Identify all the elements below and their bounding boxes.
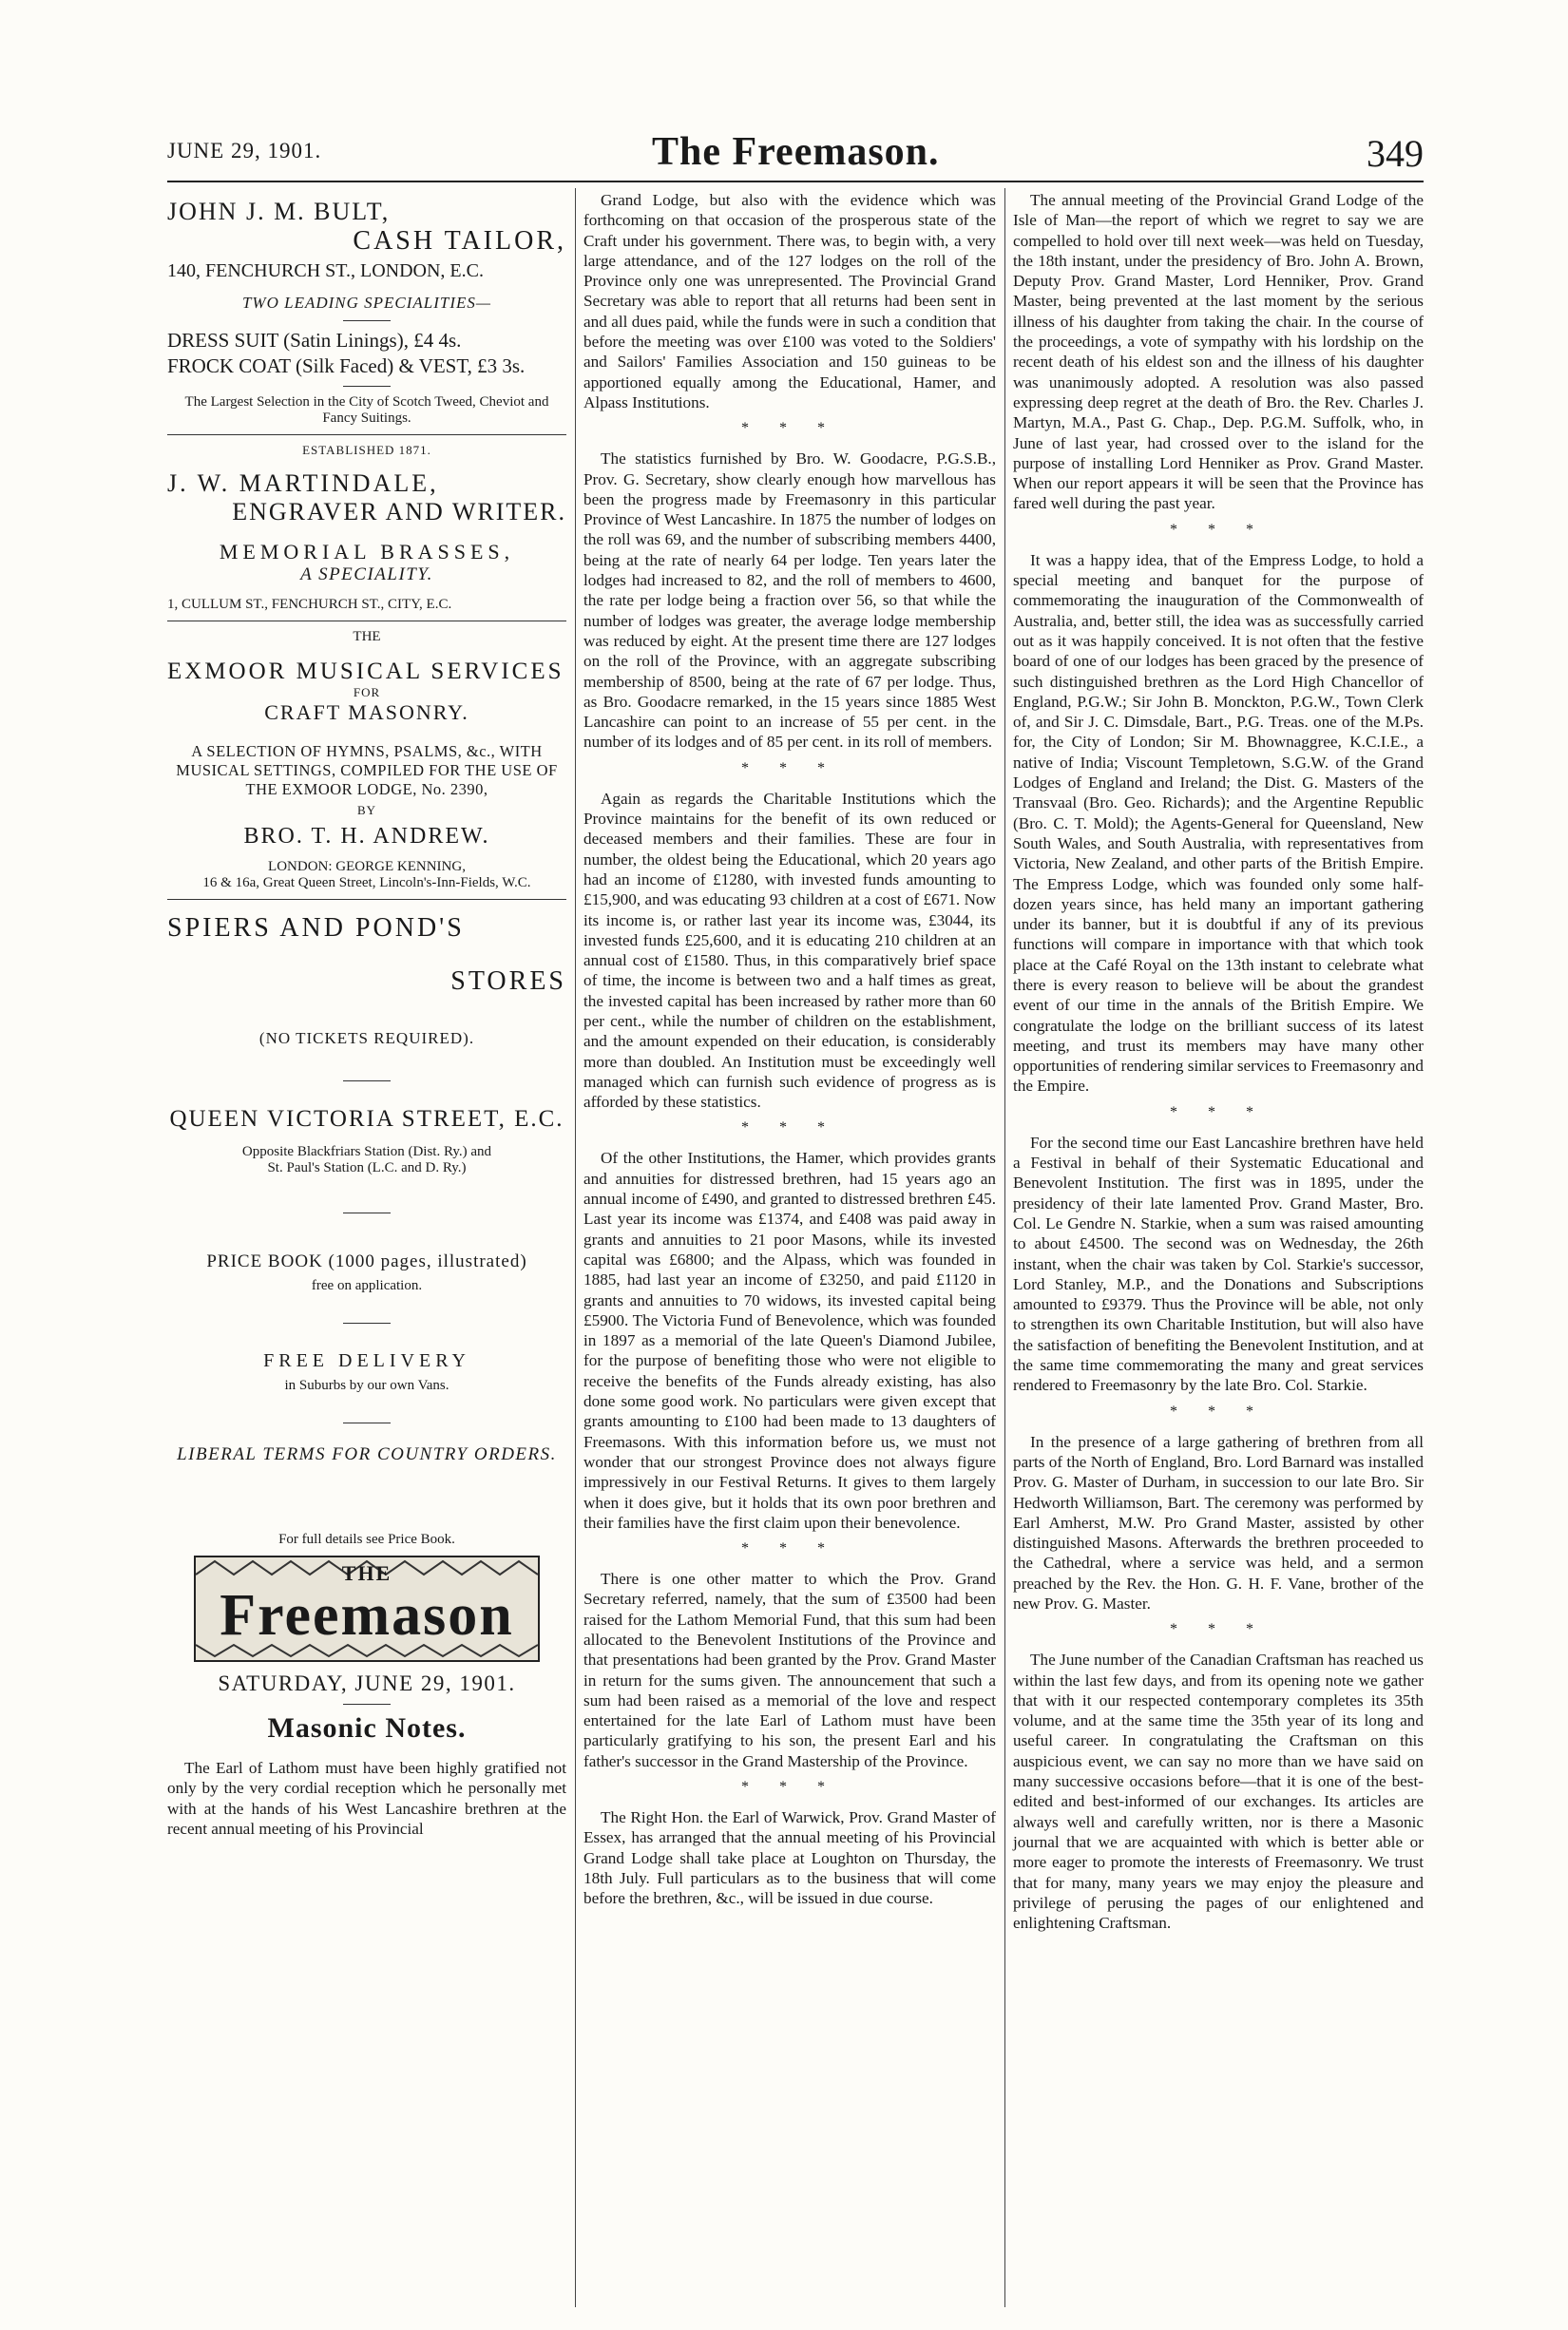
exmoor-advertisement xyxy=(167,629,566,891)
paragraph: There is one other matter to which the Prov. Grand Secretary referred, namely, that the sum of £3500 had been raised for the Lathom Memorial Fund, that this sum had been allocated to the Benevolent Institutions of the Province and that presentations had been granted by the Prov. Grand Master in return for the sums given. The announcement that such a sum had been raised as a memorial of the love and respect entertained for the late Earl of Lathom must have been particularly gratifying to his son, the present Earl and his father's successor in the Grand Mastership of the Province. xyxy=(583,1570,996,1770)
established-line: ESTABLISHED 1871. xyxy=(302,443,431,457)
memorial-brasses-heading: MEMORIAL BRASSES, xyxy=(219,540,515,563)
divider xyxy=(343,386,391,387)
section-separator: * * * xyxy=(1170,521,1267,538)
paragraph: The Right Hon. the Earl of Warwick, Prov. Grand Master of Essex, has arranged that the annual meeting of his Provincial Grand Lodge shall take place at Loughton on Thursday, the 18th July. Full particulars as to the business that will come before the brethren, &c., will be issued in due course. xyxy=(583,1808,996,1908)
page-number: 349 xyxy=(1367,132,1424,175)
column-divider xyxy=(575,188,576,2307)
spiers-advertisement xyxy=(167,913,566,1548)
section-separator: * * * xyxy=(1170,1621,1267,1638)
bult-advertisement xyxy=(167,198,566,427)
divider xyxy=(167,434,566,435)
exmoor-author: BRO. T. H. ANDREW. xyxy=(243,824,490,849)
exmoor-by: BY xyxy=(356,803,377,817)
masthead-rule xyxy=(167,181,1424,182)
logo-freemason: Freemason xyxy=(220,1583,514,1648)
paragraph: The annual meeting of the Provincial Grand Lodge of the Isle of Man—the report of which we regret to say we are compelled to hold over till next week—was held on Tuesday, the 18th instant, under the presidency of Bro. John A. Brown, Deputy Prov. Grand Master, Lord Henniker, Prov. Grand Master, being prevented at the last moment by the serious illness of his daughter from taking the chair. In the course of the proceedings, a vote of sympathy with his lordship on the recent death of his eldest son and the illness of his daughter was unanimously adopted. A resolution was also passed expressing deep regret at the death of Bro. the Rev. Charles J. Martyn, M.A., Past G. Chap., Dep. P.G.M. Suffolk, who, in June of last year, had crossed over to the island for the purpose of installing Lord Henniker as Prov. Grand Master. When our report appears it will be seen that the Province has fared well during the past year. xyxy=(1013,191,1424,513)
full-details: For full details see Price Book. xyxy=(278,1532,455,1547)
free-application: free on application. xyxy=(311,1278,423,1293)
publication-date: SATURDAY, JUNE 29, 1901. xyxy=(218,1671,516,1695)
bult-selection: The Largest Selection in the City of Scotch Tweed, Cheviot and Fancy Suitings. xyxy=(184,394,549,426)
exmoor-sub: CRAFT MASONRY. xyxy=(264,700,469,724)
suburbs-line: in Suburbs by our own Vans. xyxy=(284,1378,449,1393)
article-col-b xyxy=(583,190,996,1913)
divider xyxy=(343,1323,391,1324)
section-separator: * * * xyxy=(741,759,838,776)
exmoor-the: THE xyxy=(353,629,381,644)
bult-name: JOHN J. M. BULT, xyxy=(167,198,391,225)
liberal-terms: LIBERAL TERMS FOR COUNTRY ORDERS. xyxy=(177,1444,557,1464)
exmoor-for: FOR xyxy=(353,685,381,699)
paragraph: For the second time our East Lancashire brethren have held a Festival in behalf of their Systematic Educational and Benevolent Institution. The first was in 1895, under the presidency of their late lamented Prov. Grand Master, Bro. Col. Le Gendre N. Starkie, when a sum was raised amounting to about £4500. The second was on Wednesday, the 26th instant, when the chair was taken by Col. Starkie's successor, Lord Stanley, M.P., and the Donations and Subscriptions amounted to £9379. Thus the Province will be able, not only to strengthen its own Charitable Institution, but will also have the satisfaction of benefiting the Benevolent Institution, and at the same time commemorating the many and great services rendered to Freemasonry by the late Bro. Col. Starkie. xyxy=(1013,1133,1424,1395)
paragraph: It was a happy idea, that of the Empress Lodge, to hold a special meeting and banquet for the purpose of commemorating the inauguration of the Commonwealth of Australia, and, better still, the idea was as successfully carried out as it was happily conceived. It is not often that the festive board of one of our lodges has been graced by the presence of such distinguished brethren as the Lord High Chancellor of England, P.G.W.; Sir John B. Monckton, P.G.W., Town Clerk of, and Sir J. C. Dimsdale, Bart., P.G. Treas. one of the M.Ps. for, the City of London; Sir M. Bhownaggree, K.C.I.E., a native of India; Viscount Templetown, S.G.W. of the Grand Lodges of England and Ireland; the Dist. G. Masters of the Transvaal (Bro. Geo. Richards); and the Argentine Republic (Bro. C. T. Mold); the Agents-General for Queensland, New South Wales, and South Australia, with representatives from Victoria, New Zealand, and other parts of the British Empire. The Empress Lodge, which was founded only some half-dozen years since, has held many an important gathering under its banner, but it is doubtful if any of its previous functions will compare in importance with that which took place at the Café Royal on the 13th instant to celebrate what there is every reason to believe will be about the grandest event of our time in the annals of the British Empire. We congratulate the lodge on the brilliant success of its latest meeting, and trust its members may have many other opportunities of rendering similar services to Freemasonry and the Empire. xyxy=(1013,550,1424,1096)
paragraph: The June number of the Canadian Craftsman has reached us within the last few days, and from its opening note we gather that with it our respected contemporary completes its 35th volume, and at the same time the 35th year of its long and useful career. In congratulating the Craftsman on this auspicious event, we can say no more than we have said on many successive occasions before—that it is one of the best-edited and best-informed of our exchanges. Its articles are always well and carefully written, nor is there a Masonic journal that we are acquainted with which is better able or more eager to promote the interests of Freemasonry. We trust that for many, many years we may enjoy the pleasure and privilege of perusing the pages of our enlightened and enlightening Craftsman. xyxy=(1013,1651,1424,1933)
martindale-trade: ENGRAVER AND WRITER. xyxy=(232,498,566,525)
exmoor-publisher: LONDON: GEORGE KENNING, xyxy=(268,859,466,874)
divider xyxy=(343,320,391,321)
article-col-a xyxy=(167,1758,566,1839)
divider xyxy=(343,1704,391,1705)
issue-date: JUNE 29, 1901. xyxy=(167,139,322,162)
newspaper-title: The Freemason. xyxy=(652,130,940,174)
paragraph: In the presence of a large gathering of brethren from all parts of the North of England, Bro. Lord Barnard was installed Prov. G. Master of Durham, in succession to our late Bro. Sir Hedworth Williamson, Bart. The ceremony was performed by Earl Amherst, M.W. Pro Grand Master, assisted by other distinguished Masons. Afterwards the brethren proceeded to the Cathedral, where a service was held, and a sermon preached by the Rev. the Hon. G. H. F. Vane, brother of the new Prov. G. Master. xyxy=(1013,1432,1424,1613)
free-delivery: FREE DELIVERY xyxy=(263,1350,470,1371)
freemason-logo xyxy=(194,1556,540,1662)
street-name: QUEEN VICTORIA STREET, E.C. xyxy=(169,1106,564,1132)
masthead xyxy=(167,130,1424,175)
station-line: St. Paul's Station (L.C. and D. Ry.) xyxy=(267,1160,467,1175)
exmoor-body: A SELECTION OF HYMNS, PSALMS, &c., WITH MUSICAL SETTINGS, COMPILED FOR THE USE OF THE EXMOOR LODGE, No. 2390, xyxy=(176,742,558,798)
section-separator: * * * xyxy=(1170,1103,1267,1120)
divider xyxy=(167,899,566,900)
spiers-name: SPIERS AND POND'S xyxy=(167,913,465,943)
section-separator: * * * xyxy=(741,1119,838,1136)
speciality-label: A SPECIALITY. xyxy=(300,564,433,584)
speciality-item: DRESS SUIT (Satin Linings), £4 4s. xyxy=(167,329,462,352)
column-divider xyxy=(1004,188,1005,2307)
section-separator: * * * xyxy=(741,1540,838,1557)
section-separator: * * * xyxy=(741,1779,838,1796)
logo-the: THE xyxy=(341,1561,392,1585)
martindale-address: 1, CULLUM ST., FENCHURCH ST., CITY, E.C. xyxy=(167,597,452,612)
advertisement-column xyxy=(167,190,566,1843)
paragraph: Again as regards the Charitable Institutions which the Province maintains for the benefit of its own reduced or deceased members and their families. These are four in number, the oldest being the Educational, which 20 years ago had an income of £1280, with invested funds amounting to £15,900, and was educating 93 children at a cost of £671. Now its income is, or rather last year its income was, £3044, its invested funds £25,600, and it is educating 210 children at an annual cost of £1580. Thus, in this comparatively brief space of time, the income is between two and a half times as great, the invested capital has been increased by rather more than 60 per cent., while the number of children on the establishment, and the amount expended on their education, is considerably more than doubled. An Institution must be exceedingly well managed which can furnish such evidence of progress as is afforded by these statistics. xyxy=(583,789,996,1112)
paragraph: The statistics furnished by Bro. W. Goodacre, P.G.S.B., Prov. G. Secretary, show clearly enough how marvellous has been the progress made by Freemasonry in this particular Province of West Lancashire. In 1875 the number of lodges on the roll was 69, and the number of subscribing members 4400, being at the rate of nearly 64 per lodge. Ten years later the lodges had increased to 82, and the roll of members to 4600, the rate per lodge being a fraction over 56, so that while the number of lodges was greater, the average lodge membership was reduced by eight. At the present time there are 127 lodges on the roll of the Province, with an aggregate subscribing membership of 8500, being at the rate of 67 per lodge. Thus, as Bro. Goodacre remarked, in the 15 years since 1885 West Lancashire can point to an increase of 55 per cent. in the number of its lodges and of 85 per cent. in its roll of members. xyxy=(583,449,996,752)
divider xyxy=(343,1080,391,1081)
opposite-line: Opposite Blackfriars Station (Dist. Ry.) and xyxy=(241,1144,492,1159)
section-separator: * * * xyxy=(1170,1403,1267,1420)
article-col-c xyxy=(1013,190,1424,1937)
price-book: PRICE BOOK (1000 pages, illustrated) xyxy=(206,1251,527,1271)
speciality-item: FROCK COAT (Silk Faced) & VEST, £3 3s. xyxy=(167,354,526,377)
specialities-title: TWO LEADING SPECIALITIES— xyxy=(241,294,492,312)
paragraph: Grand Lodge, but also with the evidence which was forthcoming on that occasion of the prosperous state of the Craft under his government. There was, to begin with, a very large attendance, and of the 127 lodges on the roll of the Province only one was unrepresented. The Provincial Grand Secretary was able to report that all returns had been sent in and all dues paid, while the funds were in such a condition that before the meeting was over £100 was voted to the Soldiers' and Sailors' Families Association and 150 guineas to be apportioned equally among the Educational, Hamer, and Alpass Institutions. xyxy=(583,191,996,411)
paragraph: The Earl of Lathom must have been highly gratified not only by the very cordial reception which he personally met with at the hands of his West Lancashire brethren at the recent annual meeting of his Provincial xyxy=(167,1759,566,1838)
spiers-stores: STORES xyxy=(450,966,566,996)
martindale-name: J. W. MARTINDALE, xyxy=(167,469,439,497)
bult-trade: CASH TAILOR, xyxy=(353,226,566,256)
masonic-notes-heading: Masonic Notes. xyxy=(267,1712,467,1744)
martindale-advertisement xyxy=(167,443,566,613)
exmoor-publisher-address: 16 & 16a, Great Queen Street, Lincoln's-Inn-Fields, W.C. xyxy=(202,875,531,890)
exmoor-heading: EXMOOR MUSICAL SERVICES xyxy=(167,659,564,684)
bult-address: 140, FENCHURCH ST., LONDON, E.C. xyxy=(167,260,484,281)
no-tickets: (NO TICKETS REQUIRED). xyxy=(258,1029,475,1047)
section-separator: * * * xyxy=(741,420,838,437)
paragraph: Of the other Institutions, the Hamer, which provides grants and annuities for distressed brethren, had 15 years ago an annual income of £490, and granted to distressed brethren £45. Last year its income was £1374, and £408 was paid away in grants and annuities to 21 poor Masons, while its invested capital was £6800; and the Alpass, which was founded in 1885, had last year an income of £3250, and paid £1120 in grants and annuities to 70 widows, its invested capital being £5900. The Victoria Fund of Benevolence, which was founded in 1897 as a memorial of the late Queen's Diamond Jubilee, for the purpose of benefiting those who were not eligible to receive the benefits of the Funds already existing, has also done some good work. No particulars were given except that grants amounting to £100 had been made to 13 daughters of Freemasons. With this information before us, we must not wonder that our strongest Province does not always figure impressively in our Festival Returns. It gives to them largely when it does give, but it holds that its own poor brethren and their families have the first claim upon their benevolence. xyxy=(583,1149,996,1532)
